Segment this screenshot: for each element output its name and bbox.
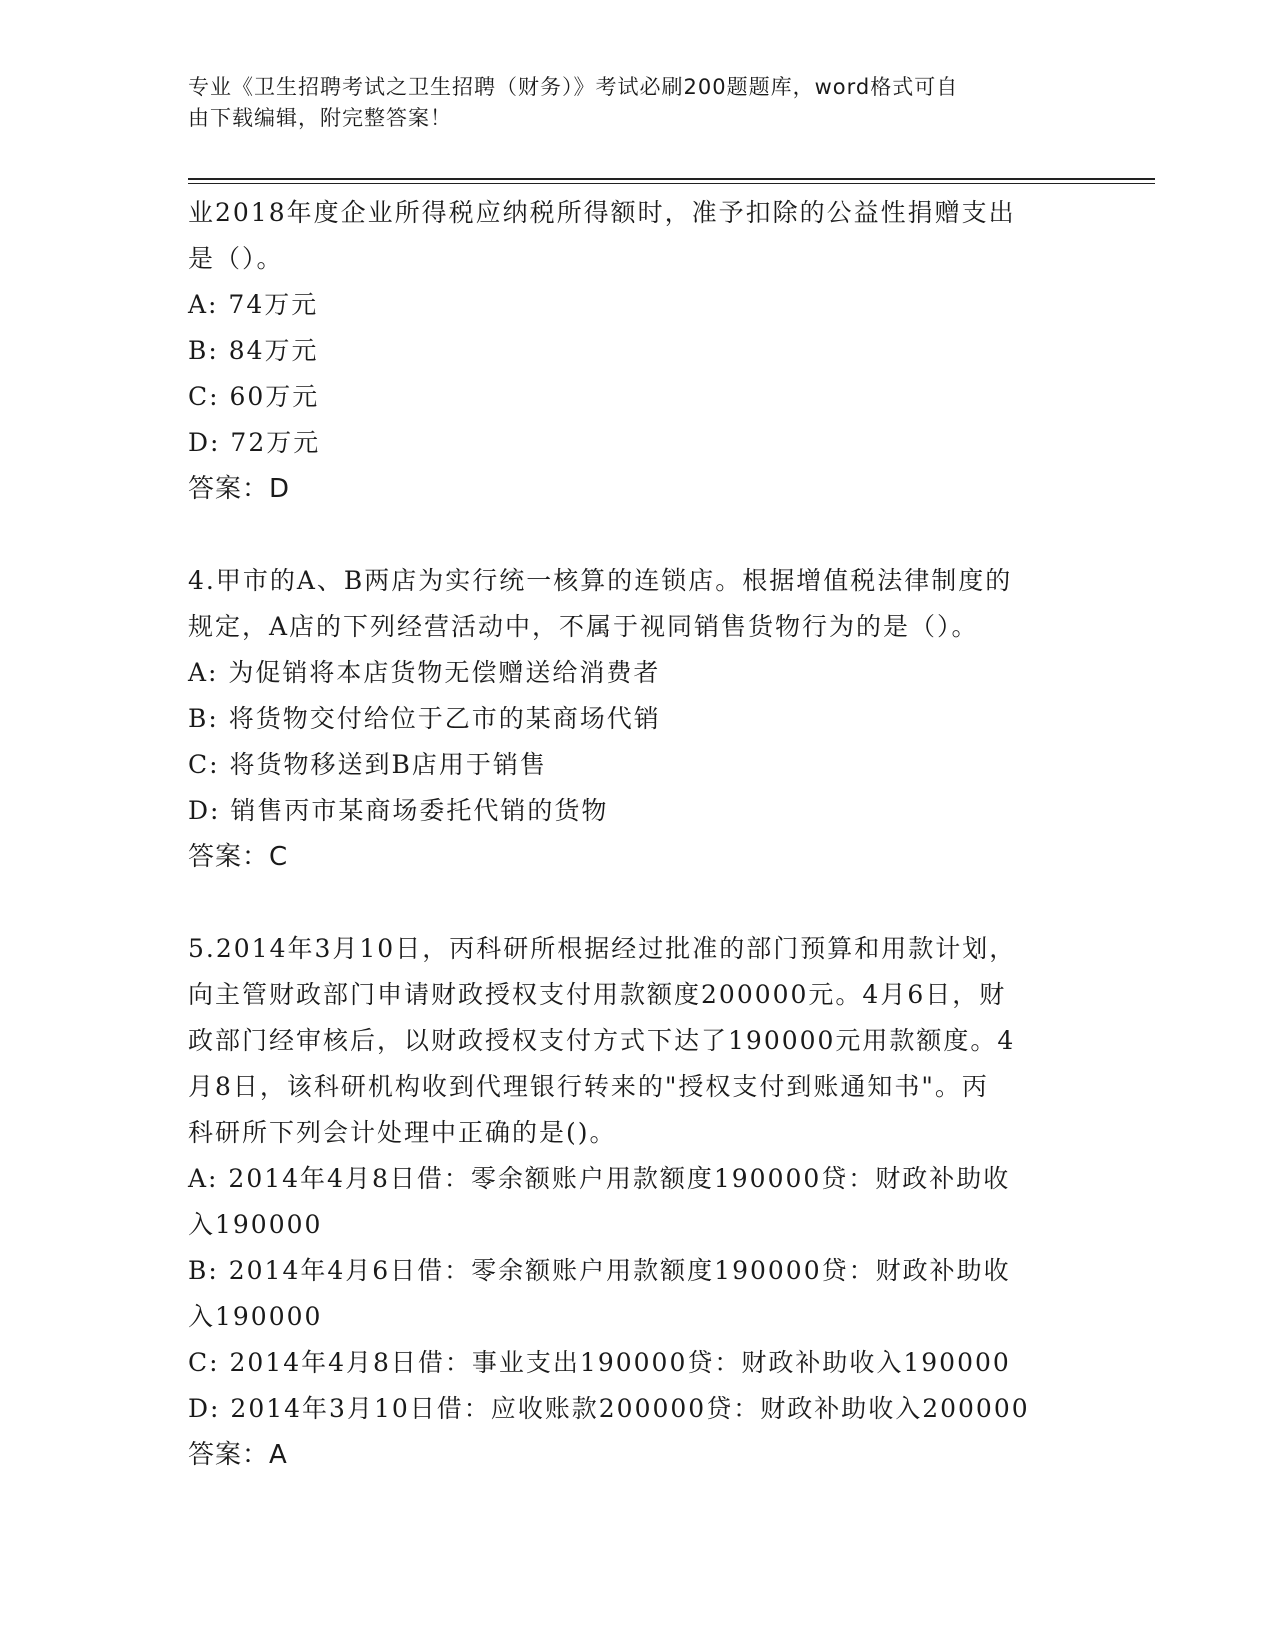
option-b: B: 将货物交付给位于乙市的某商场代销 bbox=[188, 704, 661, 733]
option-d: D: 销售丙市某商场委托代销的货物 bbox=[188, 796, 609, 825]
header-line-1: 专业《卫生招聘考试之卫生招聘（财务）》考试必刷200题题库，word格式可自 bbox=[188, 75, 959, 99]
option-c: C: 将货物移送到B店用于销售 bbox=[188, 750, 547, 779]
question-stem-line: 5.2014年3月10日，丙科研所根据经过批准的部门预算和用款计划， bbox=[188, 934, 1017, 963]
option-a-continued: 入190000 bbox=[188, 1210, 323, 1239]
question-stem-line: 是（）。 bbox=[188, 244, 284, 273]
answer-line: 答案：C bbox=[188, 842, 289, 872]
option-b: B: 2014年4月6日借：零余额账户用款额度190000贷：财政补助收 bbox=[188, 1256, 1011, 1285]
header-line-2: 由下载编辑，附完整答案！ bbox=[188, 106, 452, 130]
option-a: A: 74万元 bbox=[188, 290, 319, 319]
spacer bbox=[188, 512, 1078, 558]
option-b: B: 84万元 bbox=[188, 336, 319, 365]
option-d: D: 2014年3月10日借：应收账款200000贷：财政补助收入200000 bbox=[188, 1394, 1030, 1423]
question-stem-line: 科研所下列会计处理中正确的是()。 bbox=[188, 1118, 617, 1147]
header-divider-thick bbox=[188, 178, 1155, 180]
question-stem-line: 政部门经审核后，以财政授权支付方式下达了190000元用款额度。4 bbox=[188, 1026, 1016, 1055]
option-c: C: 2014年4月8日借：事业支出190000贷：财政补助收入190000 bbox=[188, 1348, 1011, 1377]
header-divider-thin bbox=[188, 183, 1155, 184]
answer-line: 答案：A bbox=[188, 1440, 288, 1470]
question-stem-line: 规定，A店的下列经营活动中，不属于视同销售货物行为的是（）。 bbox=[188, 612, 979, 641]
question-stem-line: 月8日，该科研机构收到代理银行转来的"授权支付到账通知书"。丙 bbox=[188, 1072, 989, 1101]
option-a: A: 为促销将本店货物无偿赠送给消费者 bbox=[188, 658, 661, 687]
option-c: C: 60万元 bbox=[188, 382, 320, 411]
spacer bbox=[188, 880, 1078, 926]
question-stem-line: 业2018年度企业所得税应纳税所得额时，准予扣除的公益性捐赠支出 bbox=[188, 198, 1016, 227]
option-b-continued: 入190000 bbox=[188, 1302, 323, 1331]
question-stem-line: 向主管财政部门申请财政授权支付用款额度200000元。4月6日，财 bbox=[188, 980, 1007, 1009]
option-d: D: 72万元 bbox=[188, 428, 321, 457]
option-a: A: 2014年4月8日借：零余额账户用款额度190000贷：财政补助收 bbox=[188, 1164, 1011, 1193]
question-4 bbox=[188, 558, 1078, 880]
question-list bbox=[188, 190, 1078, 1478]
question-3 bbox=[188, 190, 1078, 512]
question-stem-line: 4.甲市的A、B两店为实行统一核算的连锁店。根据增值税法律制度的 bbox=[188, 566, 1013, 595]
question-5 bbox=[188, 926, 1078, 1478]
answer-line: 答案：D bbox=[188, 474, 291, 504]
document-header bbox=[188, 72, 1078, 134]
